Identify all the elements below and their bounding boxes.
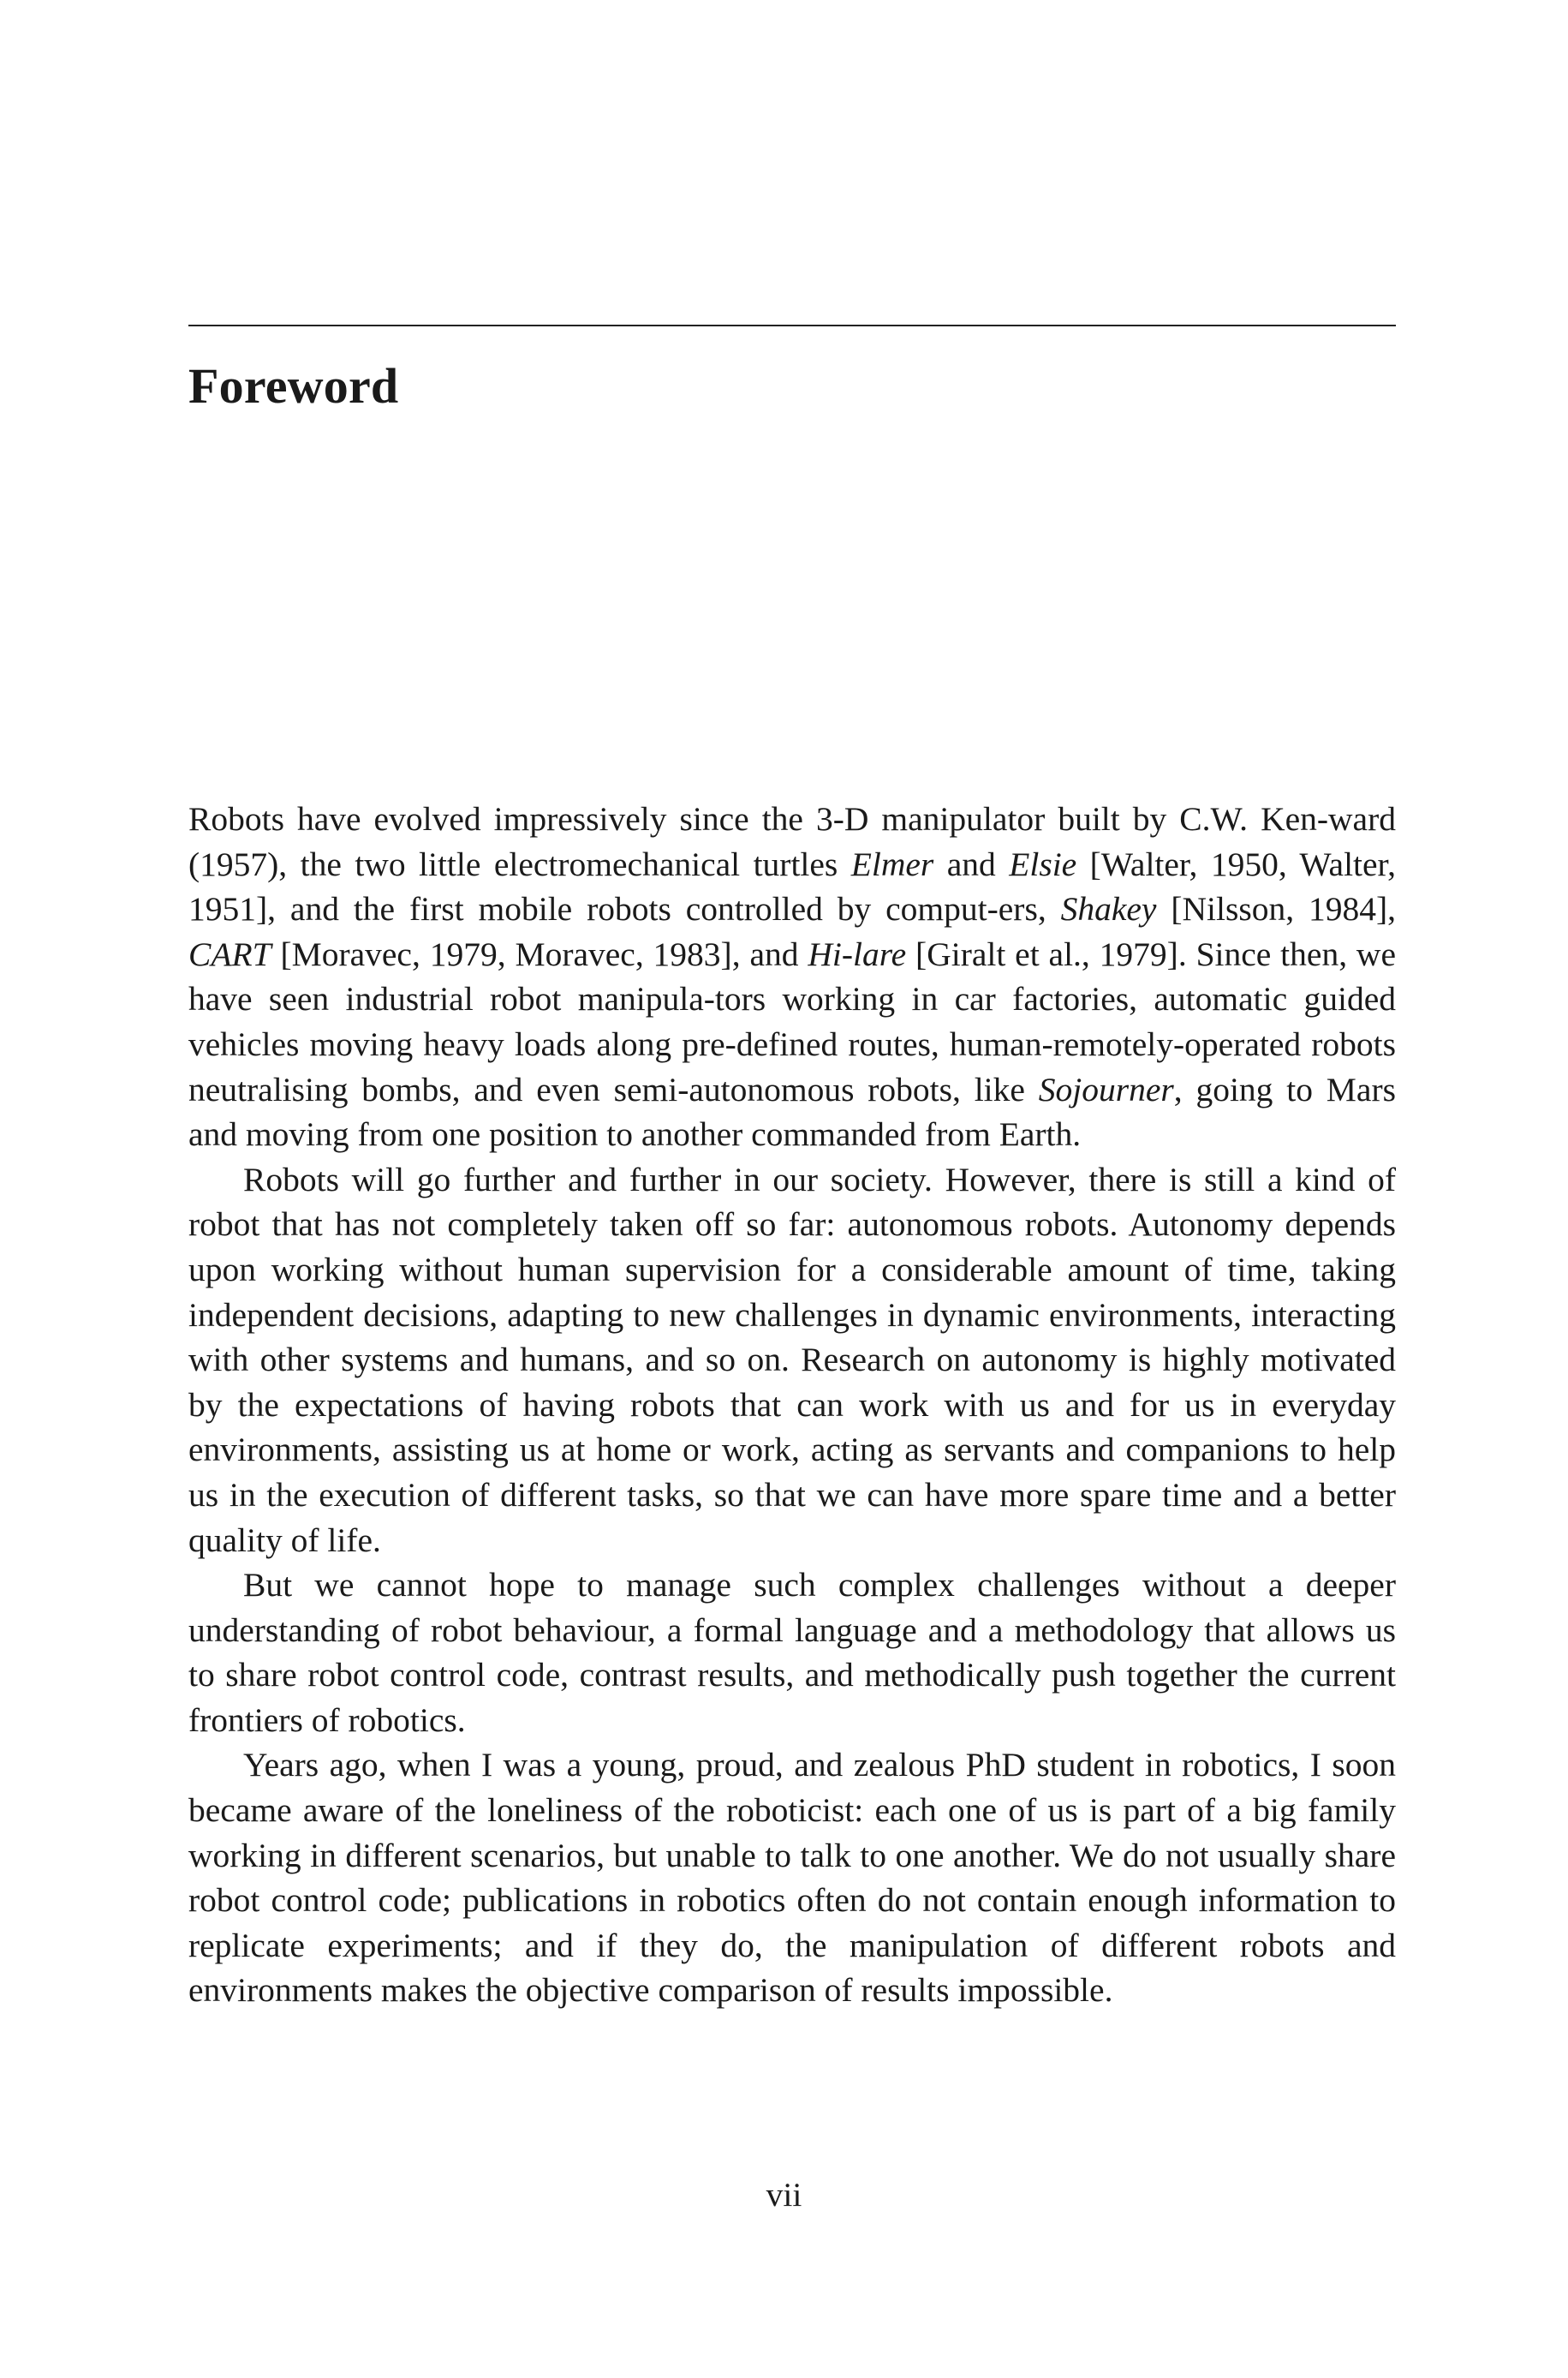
robot-name-sojourner: Sojourner (1038, 1070, 1174, 1108)
chapter-title: Foreword (188, 358, 399, 414)
chapter-top-rule (188, 325, 1396, 326)
p1-text-6: [Giralt et al., 1979]. Since then, we have seen industrial robot manipula-tors working in car factories, automatic guided vehicles moving heavy loads along pre-defined routes, human-remotely-operated robots neutralising bombs, and even semi-autonomous robots, like (188, 935, 1396, 1108)
paragraph-3: But we cannot hope to manage such complex challenges without a deeper understanding of robot behaviour, a formal language and a methodology that allows us to share robot control code, contrast results, and methodically push together the current frontiers of robotics. (188, 1566, 1396, 1739)
robot-name-hilare: Hi-lare (808, 935, 907, 973)
paragraph-2: Robots will go further and further in our society. However, there is still a kind of robot that has not completely taken off so far: autonomous robots. Autonomy depends upon working without human supervision for a considerable amount of time, taking independent decisions, adapting to new challenges in dynamic environments, interacting with other systems and humans, and so on. Research on autonomy is highly motivated by the expectations of having robots that can work with us and for us in everyday environments, assisting us at home or work, acting as servants and companions to help us in the execution of different tasks, so that we can have more spare time and a better quality of life. (188, 1160, 1396, 1559)
p1-text-1: Robots have evolved impressively since the 3-D manipulator built by C.W. Ken-ward (1957), the two little electromechanical turtles (188, 800, 1396, 883)
paragraph-1 (188, 797, 1396, 1157)
paragraph-4: Years ago, when I was a young, proud, and zealous PhD student in robotics, I soon became aware of the loneliness of the roboticist: each one of us is part of a big family working in different scenarios, but unable to talk to one another. We do not usually share robot control code; publications in robotics often do not contain enough information to replicate experiments; and if they do, the manipulation of different robots and environments makes the objective comparison of results impossible. (188, 1746, 1396, 2010)
p1-text-4: [Nilsson, 1984], (1156, 890, 1397, 929)
page-number: vii (766, 2176, 802, 2214)
robot-name-elmer: Elmer (850, 845, 934, 883)
p1-text-3: [Walter, 1950, Walter, 1951], and the first mobile robots controlled by comput-ers, (188, 845, 1396, 929)
p1-text-5: [Moravec, 1979, Moravec, 1983], and (271, 935, 808, 973)
robot-name-elsie: Elsie (1009, 845, 1077, 883)
foreword-body (188, 797, 1396, 2013)
p1-text-7: , going to Mars and moving from one position to another commanded from Earth. (188, 1070, 1396, 1154)
p1-text-2: and (933, 845, 1010, 883)
robot-name-shakey: Shakey (1060, 890, 1157, 929)
robot-name-cart: CART (188, 935, 271, 973)
